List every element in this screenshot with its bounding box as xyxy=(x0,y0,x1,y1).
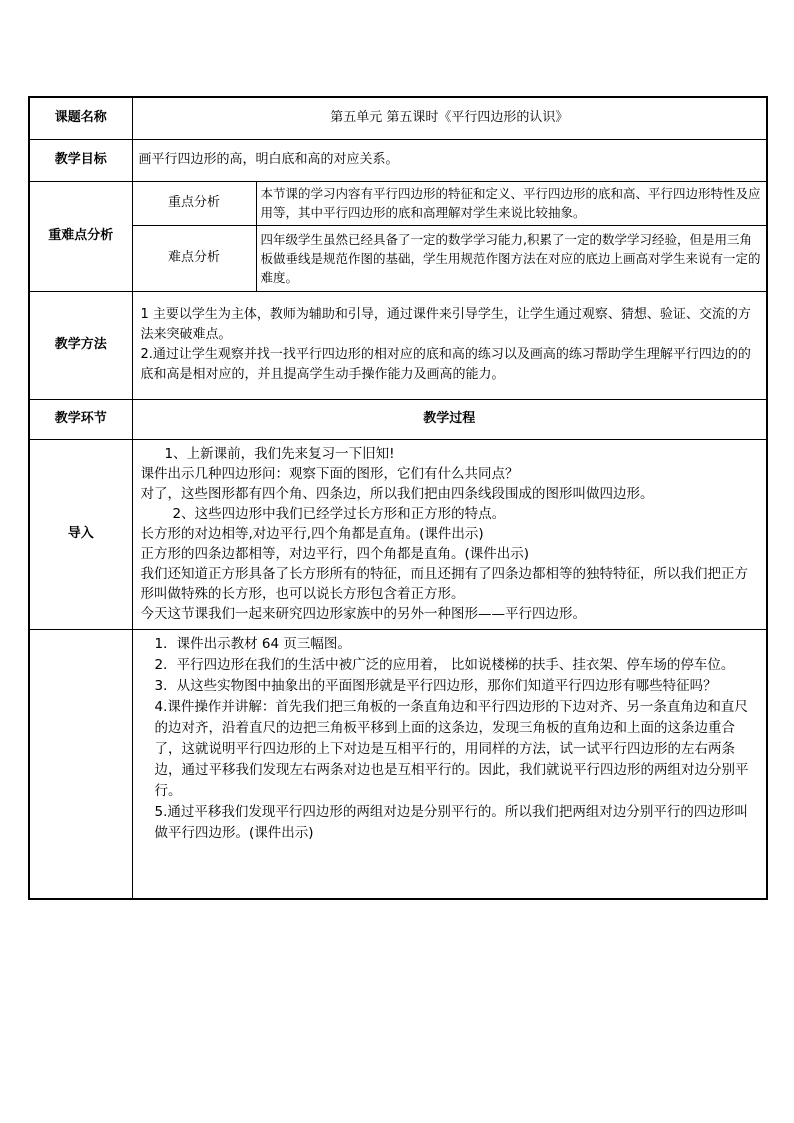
key-point-value: 本节课的学习内容有平行四边形的特征和定义、平行四边形的底和高、平行四边形特性及应用等，其中平行四边形的底和高理解对学生来说比较抽象。 xyxy=(256,181,767,225)
title-row xyxy=(29,97,767,139)
intro-label: 导入 xyxy=(29,439,132,629)
intro-line: 2、这些四边形中我们已经学过长方形和正方形的特点。 xyxy=(172,506,506,522)
intro-line: 对了，这些图形都有四个角、四条边，所以我们把由四条线段围成的图形叫做四边形。 xyxy=(140,486,654,502)
lesson-title: 第五单元 第五课时《平行四边形的认识》 xyxy=(132,97,767,139)
process-header: 教学过程 xyxy=(132,399,767,439)
new-lesson-row xyxy=(29,629,767,899)
key-point-row xyxy=(29,181,767,225)
method-line: 1 主要以学生为主体，教师为辅助和引导，通过课件来引导学生，让学生通过观察、猜想、验证、交流的方法来突破难点。 xyxy=(140,307,751,342)
new-lesson-line: 3．从这些实物图中抽象出的平面图形就是平行四边形，那你们知道平行四边形有哪些特征吗？ xyxy=(154,677,717,694)
intro-line: 1、上新课前，我们先来复习一下旧知! xyxy=(164,446,395,462)
new-lesson-line: 4.课件操作并讲解：首先我们把三角板的一条直角边和平行四边形的下边对齐、另一条直角边和直尺的边对齐，沿着直尺的边把三角板平移到上面的这条边，发现三角板的直角边和上面的这条边重合了，这就说明平行四边形的上下对边是互相平行的，用同样的方法，试一试平行四边形的左右两条边，通过平移我们发现左右两条对边也是互相平行的。因此，我们就说平行四边形的两组对边分别平行。 xyxy=(154,698,749,799)
method-label: 教学方法 xyxy=(29,291,132,399)
hard-point-value: 四年级学生虽然已经具备了一定的数学学习能力,积累了一定的数学学习经验，但是用三角板做垂线是规范作图的基础，学生用规范作图方法在对应的底边上画高对学生来说有一定的难度。 xyxy=(256,225,767,291)
difficulty-label: 重难点分析 xyxy=(29,181,132,291)
key-point-label: 重点分析 xyxy=(132,181,256,225)
goal-row xyxy=(29,139,767,181)
goal-value: 画平行四边形的高，明白底和高的对应关系。 xyxy=(132,139,767,181)
lesson-plan-page xyxy=(28,96,766,900)
new-lesson-line: 2．平行四边形在我们的生活中被广泛的应用着， 比如说楼梯的扶手、挂衣架、停车场的停车位。 xyxy=(154,656,735,673)
intro-line: 长方形的对边相等,对边平行,四个角都是直角。(课件出示) xyxy=(140,526,484,542)
new-lesson-content xyxy=(132,629,767,899)
title-label: 课题名称 xyxy=(29,97,132,139)
intro-line: 我们还知道正方形具备了长方形所有的特征，而且还拥有了四条边都相等的独特特征，所以我们把正方形叫做特殊的长方形，也可以说长方形包含着正方形。 xyxy=(140,566,748,602)
lesson-plan-table xyxy=(28,96,768,900)
intro-line: 课件出示几种四边形问：观察下面的图形，它们有什么共同点？ xyxy=(140,466,519,482)
intro-content xyxy=(132,439,767,629)
intro-line: 正方形的四条边都相等，对边平行，四个角都是直角。(课件出示) xyxy=(140,546,530,562)
hard-point-row xyxy=(29,225,767,291)
intro-row xyxy=(29,439,767,629)
intro-line: 今天这节课我们一起来研究四边形家族中的另外一种图形——平行四边形。 xyxy=(140,606,586,622)
process-header-row xyxy=(29,399,767,439)
goal-label: 教学目标 xyxy=(29,139,132,181)
method-row xyxy=(29,291,767,399)
new-lesson-line: 1．课件出示教材 64 页三幅图。 xyxy=(154,635,351,652)
hard-point-label: 难点分析 xyxy=(132,225,256,291)
stage-header: 教学环节 xyxy=(29,399,132,439)
method-content xyxy=(132,291,767,399)
new-lesson-line: 5.通过平移我们发现平行四边形的两组对边是分别平行的。所以我们把两组对边分别平行的四边形叫做平行四边形。(课件出示) xyxy=(154,803,748,841)
new-lesson-label-cell xyxy=(29,629,132,899)
method-line: 2.通过让学生观察并找一找平行四边形的相对应的底和高的练习以及画高的练习帮助学生理解平行四边的的底和高是相对应的，并且提高学生动手操作能力及画高的能力。 xyxy=(140,347,751,382)
